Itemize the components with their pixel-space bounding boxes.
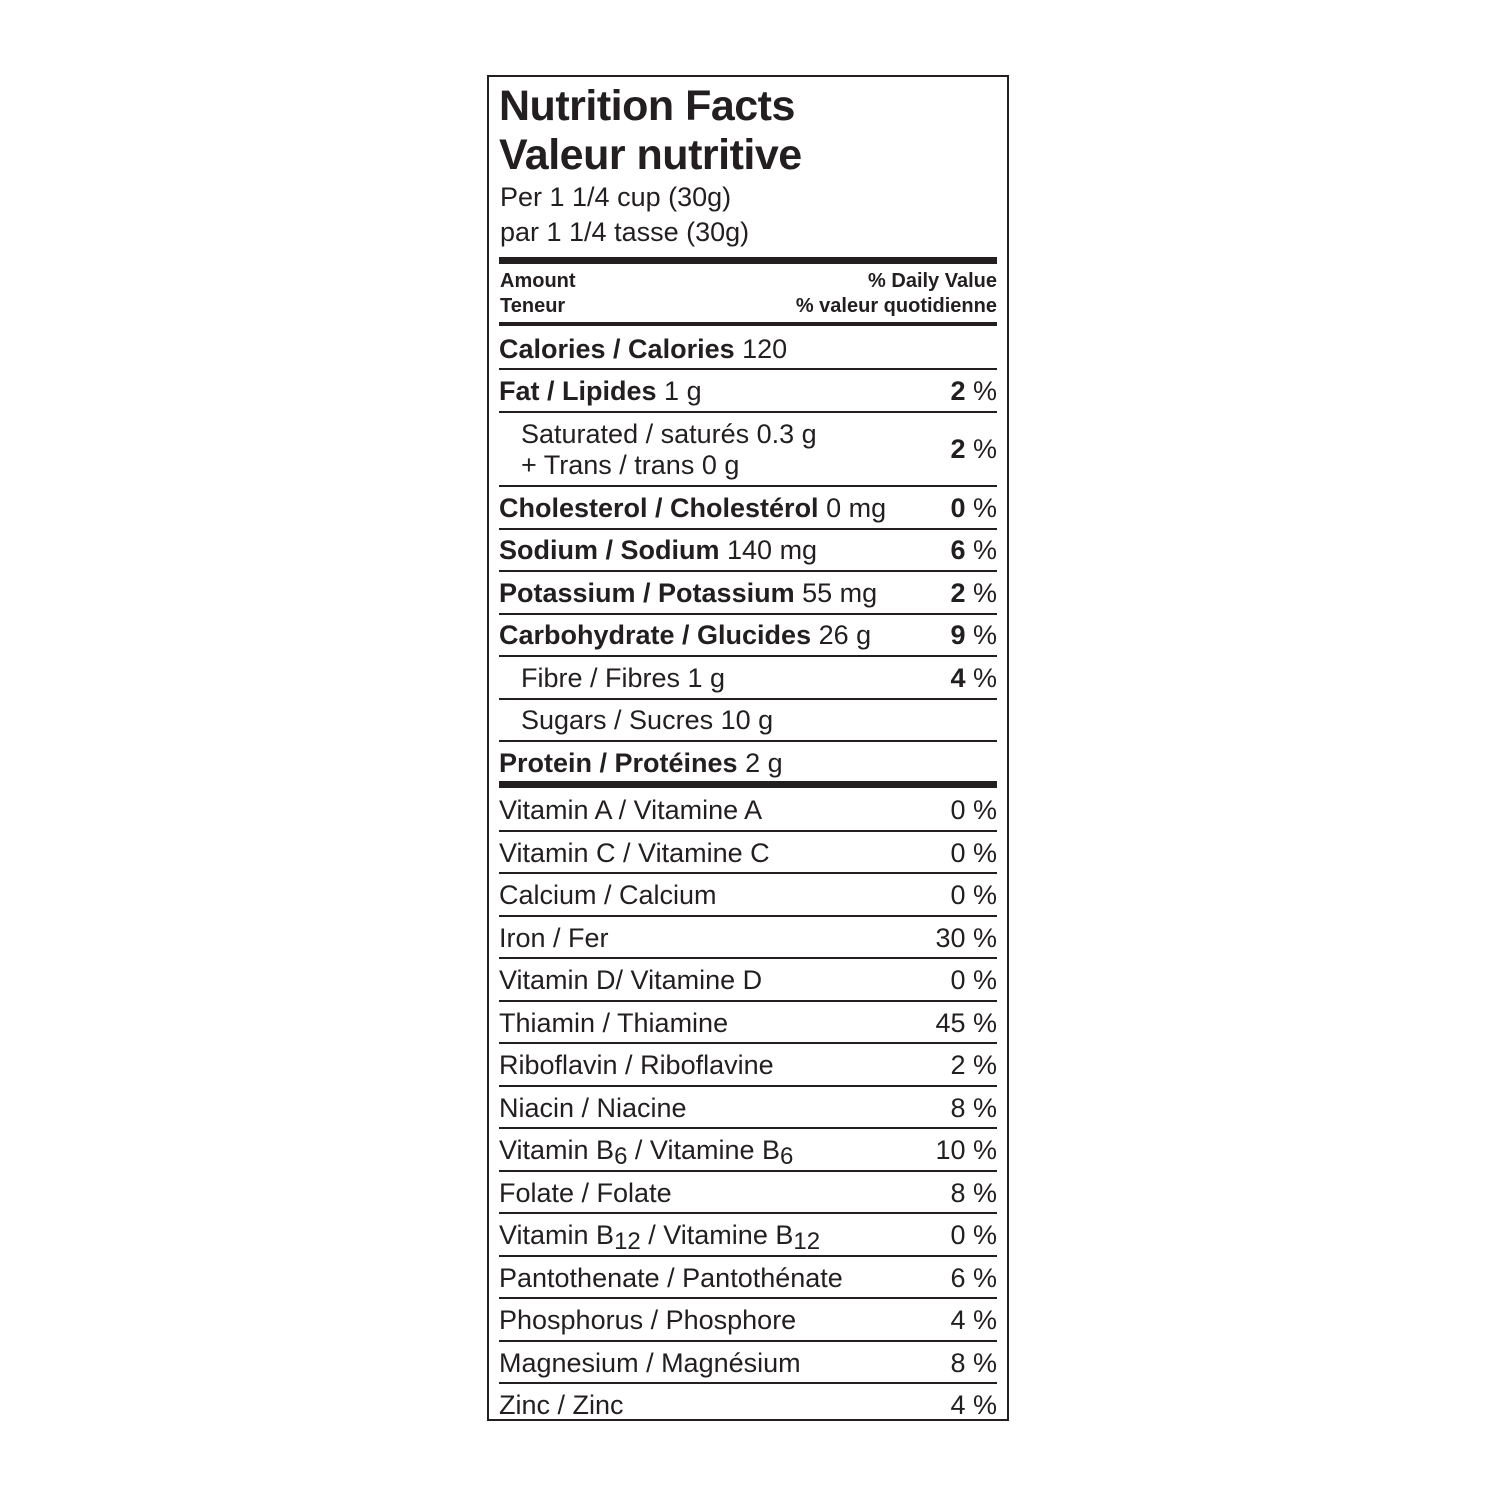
- vitamin-label: Magnesium / Magnésium: [499, 1348, 801, 1378]
- vitamin-percent: 45 %: [935, 1008, 997, 1038]
- vitamin-percent: 0 %: [950, 795, 997, 825]
- vitamin-label: Vitamin B12 / Vitamine B12: [499, 1220, 821, 1255]
- vitamin-label: Vitamin B6 / Vitamine B6: [499, 1135, 794, 1170]
- cholesterol-percent: 0 %: [950, 493, 997, 523]
- vitamin-percent: 8 %: [950, 1178, 997, 1208]
- saturated-percent: 2 %: [950, 434, 997, 464]
- vitamin-label: Riboflavin / Riboflavine: [499, 1050, 774, 1080]
- nutrition-facts-label: [487, 75, 1009, 1421]
- vitamin-label: Niacin / Niacine: [499, 1093, 687, 1123]
- title-english: Nutrition Facts: [499, 82, 795, 130]
- protein-text: Protein / Protéines 2 g: [499, 748, 783, 778]
- fibre-text: Fibre / Fibres 1 g: [521, 663, 726, 693]
- calories-text: Calories / Calories 120: [499, 334, 788, 364]
- vitamin-label: Phosphorus / Phosphore: [499, 1305, 797, 1335]
- vitamin-percent: 8 %: [950, 1348, 997, 1378]
- trans-text: + Trans / trans 0 g: [521, 450, 740, 480]
- vitamin-percent: 30 %: [935, 923, 997, 953]
- thick-rule-top: [499, 257, 997, 264]
- cholesterol-text: Cholesterol / Cholestérol 0 mg: [499, 493, 887, 523]
- vitamin-label: Pantothenate / Pantothénate: [499, 1263, 843, 1293]
- amount-label: Amount: [500, 270, 576, 292]
- daily-value-label: % Daily Value: [868, 270, 997, 292]
- vitamin-label: Vitamin D/ Vitamine D: [499, 965, 763, 995]
- vitamin-label: Vitamin A / Vitamine A: [499, 795, 763, 825]
- fat-percent: 2 %: [950, 376, 997, 406]
- vitamin-label: Vitamin C / Vitamine C: [499, 838, 770, 868]
- vitamin-label: Folate / Folate: [499, 1178, 672, 1208]
- valeur-quotidienne-label: % valeur quotidienne: [795, 295, 997, 317]
- sodium-text: Sodium / Sodium 140 mg: [499, 535, 818, 565]
- vitamin-percent: 4 %: [950, 1305, 997, 1335]
- sodium-percent: 6 %: [950, 535, 997, 565]
- vitamin-label: Calcium / Calcium: [499, 880, 717, 910]
- vitamin-percent: 10 %: [935, 1135, 997, 1165]
- header-row-english: [500, 269, 997, 293]
- header-rule: [499, 322, 997, 326]
- vitamin-percent: 4 %: [950, 1390, 997, 1420]
- potassium-text: Potassium / Potassium 55 mg: [499, 578, 878, 608]
- teneur-label: Teneur: [500, 295, 566, 317]
- sugars-text: Sugars / Sucres 10 g: [521, 705, 774, 735]
- potassium-percent: 2 %: [950, 578, 997, 608]
- fat-text: Fat / Lipides 1 g: [499, 376, 702, 406]
- vitamin-percent: 6 %: [950, 1263, 997, 1293]
- vitamin-label: Zinc / Zinc: [499, 1390, 624, 1420]
- serving-size-english: Per 1 1/4 cup (30g): [500, 182, 732, 212]
- serving-size-french: par 1 1/4 tasse (30g): [500, 217, 750, 247]
- label-inner: [499, 77, 997, 1419]
- carbohydrate-text: Carbohydrate / Glucides 26 g: [499, 620, 872, 650]
- vitamin-label: Iron / Fer: [499, 923, 609, 953]
- title-french: Valeur nutritive: [499, 131, 802, 179]
- header-row-french: [500, 294, 997, 318]
- fibre-percent: 4 %: [950, 663, 997, 693]
- carbohydrate-percent: 9 %: [950, 620, 997, 650]
- vitamin-percent: 0 %: [950, 965, 997, 995]
- saturated-trans-row: [499, 413, 997, 483]
- vitamin-label: Thiamin / Thiamine: [499, 1008, 729, 1038]
- saturated-text: Saturated / saturés 0.3 g: [521, 419, 817, 449]
- vitamin-percent: 2 %: [950, 1050, 997, 1080]
- thick-rule-vitamins: [499, 781, 997, 788]
- vitamin-percent: 0 %: [950, 1220, 997, 1250]
- vitamin-percent: 0 %: [950, 880, 997, 910]
- vitamin-percent: 0 %: [950, 838, 997, 868]
- vitamin-percent: 8 %: [950, 1093, 997, 1123]
